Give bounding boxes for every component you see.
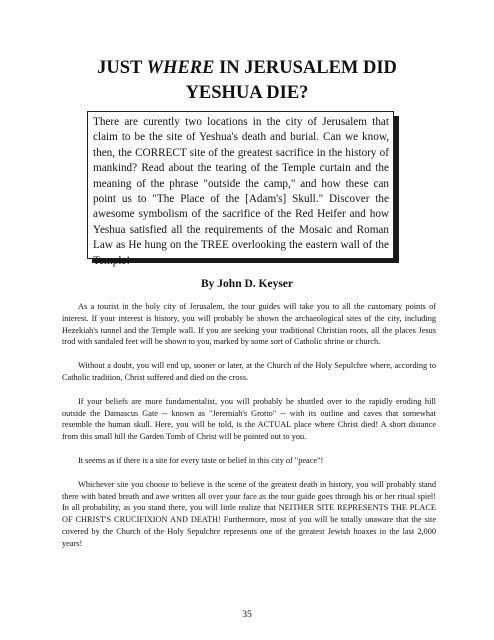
byline: By John D. Keyser — [201, 278, 293, 290]
paragraph-text: If your beliefs are more fundamentalist, you will probably be shuttled over to the rapidly eroding hill outside the Damascus Gate -- known as "Jeremiah's Grotto" -- with its outline and caves that somewhat resemble the human skull. Here, you will be told, is the ACTUAL place where Christ died! A short distance from this small hill the Garden Tomb of Christ will be pointed out to you. — [62, 396, 436, 442]
page-number: 35 — [242, 610, 252, 620]
title-part-2-italic: WHERE — [146, 58, 215, 78]
title-part-3: IN JERUSALEM DID — [214, 58, 397, 78]
paragraph-text: Without a doubt, you will end up, sooner or later, at the Church of the Holy Sepulchre where, according to Catholic tradition, Christ suffered and died on the cross. — [62, 361, 436, 382]
summary-text: There are curently two locations in the city of Jerusalem that claim to be the site of Yeshua's death and burial. Can we know, then, the CORRECT site of the greatest sacrifice in the history of mankind? Read about the tearing of the Temple curtain and the meaning of the phrase "outside the camp," and how these can point us to "The Place of the [Adam's] Skull." Discover the awesome symbolism of the sacrifice of the Red Heifer and how Yeshua satisfied all the requirements of the Mosaic and Roman Law as He hung on the TREE overlooking the eastern wall of the Temple! — [93, 116, 389, 267]
paragraph-text: As a tourist in the holy city of Jerusalem, the tour guides will take you to all the customary points of interest. If your interest is history, you will probably be shown the archaeological sites of the city, including Hezekiah's tunnel and the Temple wall. If you are seeking your traditional Christian roots, all the places Jesus trod with sandaled feet will be shown to you, marked by some sort of Catholic shrine or church. — [62, 302, 436, 347]
paragraph — [62, 360, 436, 384]
paragraph — [62, 301, 436, 348]
page-title — [60, 56, 434, 106]
article-body — [62, 301, 436, 562]
summary-box — [87, 111, 394, 267]
paragraph-text: Whichever site you choose to believe is the scene of the greatest death in history, you will probably stand there with bated breath and awe written all over your face as the tour guide goes through his or her ritual spiel! In all probability, as you stand there, you will little realize that NEITHER SITE REPRESENTS THE PLACE OF CHRIST'S CRUCIFIXION AND DEATH! Furthermore, most of you will be totally unaware that the site covered by the Church of the Holy Sepulchre represents one of the greatest Jewish hoaxes in the last 2,000 years! — [62, 479, 436, 548]
paragraph — [62, 455, 436, 467]
title-part-4: YESHUA DIE? — [185, 83, 309, 103]
paragraph — [62, 479, 436, 550]
title-part-1: JUST — [97, 58, 147, 78]
paragraph-text: It seems as if there is a site for every taste or belief in this city of "peace"! — [78, 455, 324, 465]
paragraph — [62, 396, 436, 443]
